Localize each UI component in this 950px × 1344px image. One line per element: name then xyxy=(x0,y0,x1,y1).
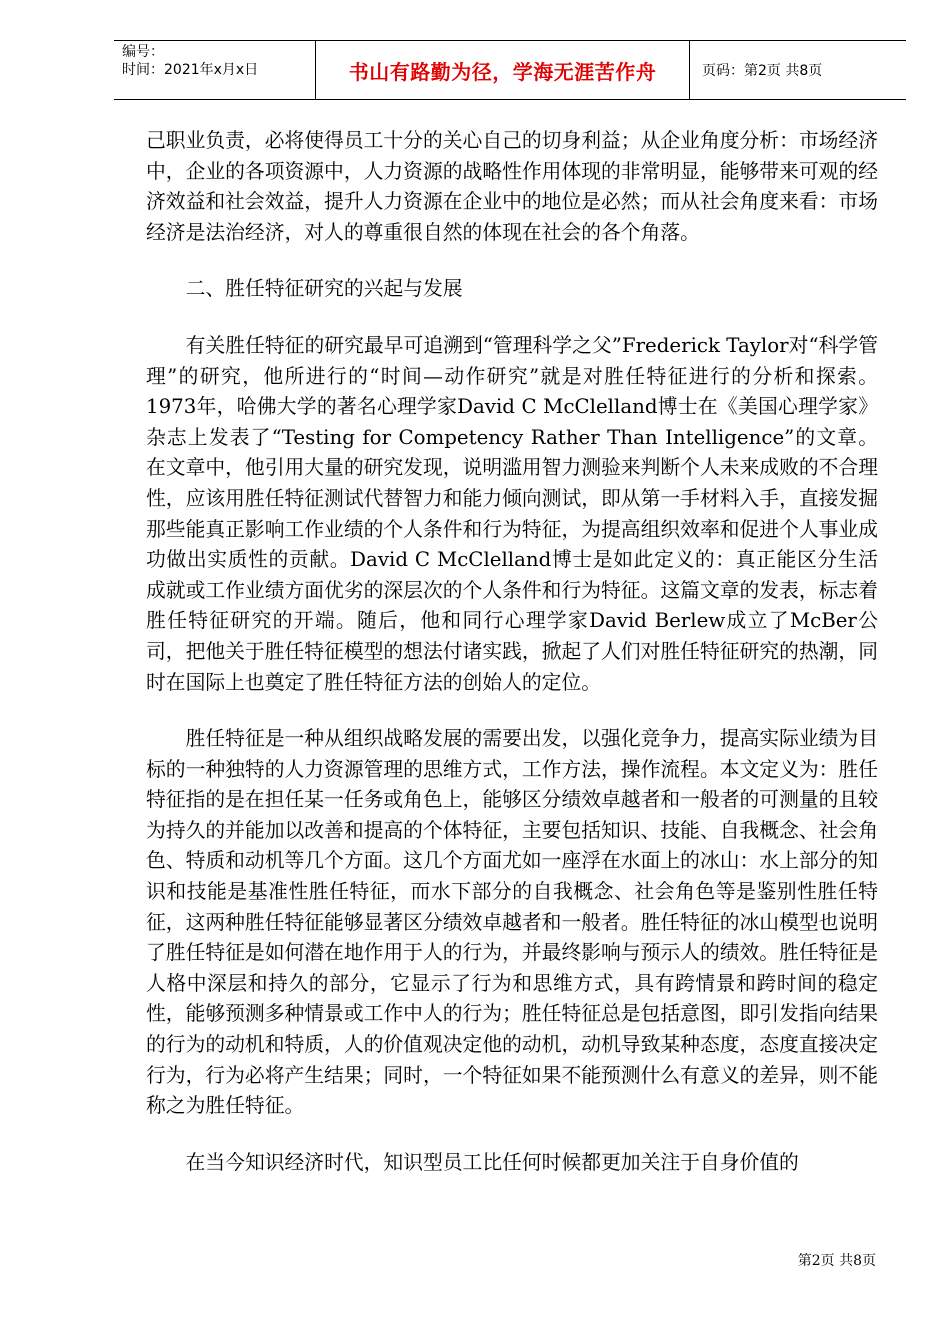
paragraph: 己职业负责，必将使得员工十分的关心自己的切身利益；从企业角度分析：市场经济中，企业的各项资源中，人力资源的战略性作用体现的非常明显，能够带来可观的经济效益和社会效益，提升人力资源在企业中的地位是必然；而从社会角度来看：市场经济是法治经济，对人的尊重很自然的体现在社会的各个角落。 xyxy=(146,129,878,244)
document-number-label: 编号： xyxy=(122,44,164,60)
header-motto: 书山有路勤为径，学海无涯苦作舟 xyxy=(316,41,690,99)
header-meta xyxy=(114,41,316,99)
paragraph: 有关胜任特征的研究最早可追溯到“管理科学之父”Frederick Taylor对“科学管理”的研究，他所进行的“时间—动作研究”就是对胜任特征进行的分析和探索。1973年，哈佛大学的著名心理学家David C McClelland博士在《美国心理学家》杂志上发表了“Testing for Competency Rather Than Intelligence”的文章。在文章中，他引用大量的研究发现，说明滥用智力测验来判断个人未来成败的不合理性，应该用胜任特征测试代替智力和能力倾向测试，即从第一手材料入手，直接发掘那些能真正影响工作业绩的个人条件和行为特征，为提高组织效率和促进个人事业成功做出实质性的贡献。David C McClelland博士是如此定义的：真正能区分生活成就或工作业绩方面优劣的深层次的个人条件和行为特征。这篇文章的发表，标志着胜任特征研究的开端。随后，他和同行心理学家David Berlew成立了McBer公司，把他关于胜任特征模型的想法付诸实践，掀起了人们对胜任特征研究的热潮，同时在国际上也奠定了胜任特征方法的创始人的定位。 xyxy=(146,333,878,694)
page-footer: 第2页 共8页 xyxy=(797,1253,876,1269)
section-heading: 二、胜任特征研究的兴起与发展 xyxy=(185,277,463,301)
header-page-info: 页码：第2页 共8页 xyxy=(702,63,823,79)
page-header xyxy=(114,40,906,100)
document-date: 时间：2021年x月x日 xyxy=(122,62,259,78)
paragraph: 在当今知识经济时代，知识型员工比任何时候都更加关注于自身价值的 xyxy=(185,1150,799,1174)
document-body xyxy=(146,126,878,1204)
paragraph: 胜任特征是一种从组织战略发展的需要出发，以强化竞争力，提高实际业绩为目标的一种独特的人力资源管理的思维方式，工作方法，操作流程。本文定义为：胜任特征指的是在担任某一任务或角色上，能够区分绩效卓越者和一般者的可测量的且较为持久的并能加以改善和提高的个体特征，主要包括知识、技能、自我概念、社会角色、特质和动机等几个方面。这几个方面尤如一座浮在水面上的冰山：水上部分的知识和技能是基准性胜任特征，而水下部分的自我概念、社会角色等是鉴别性胜任特征，这两种胜任特征能够显著区分绩效卓越者和一般者。胜任特征的冰山模型也说明了胜任特征是如何潜在地作用于人的行为，并最终影响与预示人的绩效。胜任特征是人格中深层和持久的部分，它显示了行为和思维方式，具有跨情景和跨时间的稳定性，能够预测多种情景或工作中人的行为；胜任特征总是包括意图，即引发指向结果的行为的动机和特质，人的价值观决定他的动机，动机导致某种态度，态度直接决定行为，行为必将产生结果；同时，一个特征如果不能预测什么有意义的差异，则不能称之为胜任特征。 xyxy=(146,727,878,1118)
